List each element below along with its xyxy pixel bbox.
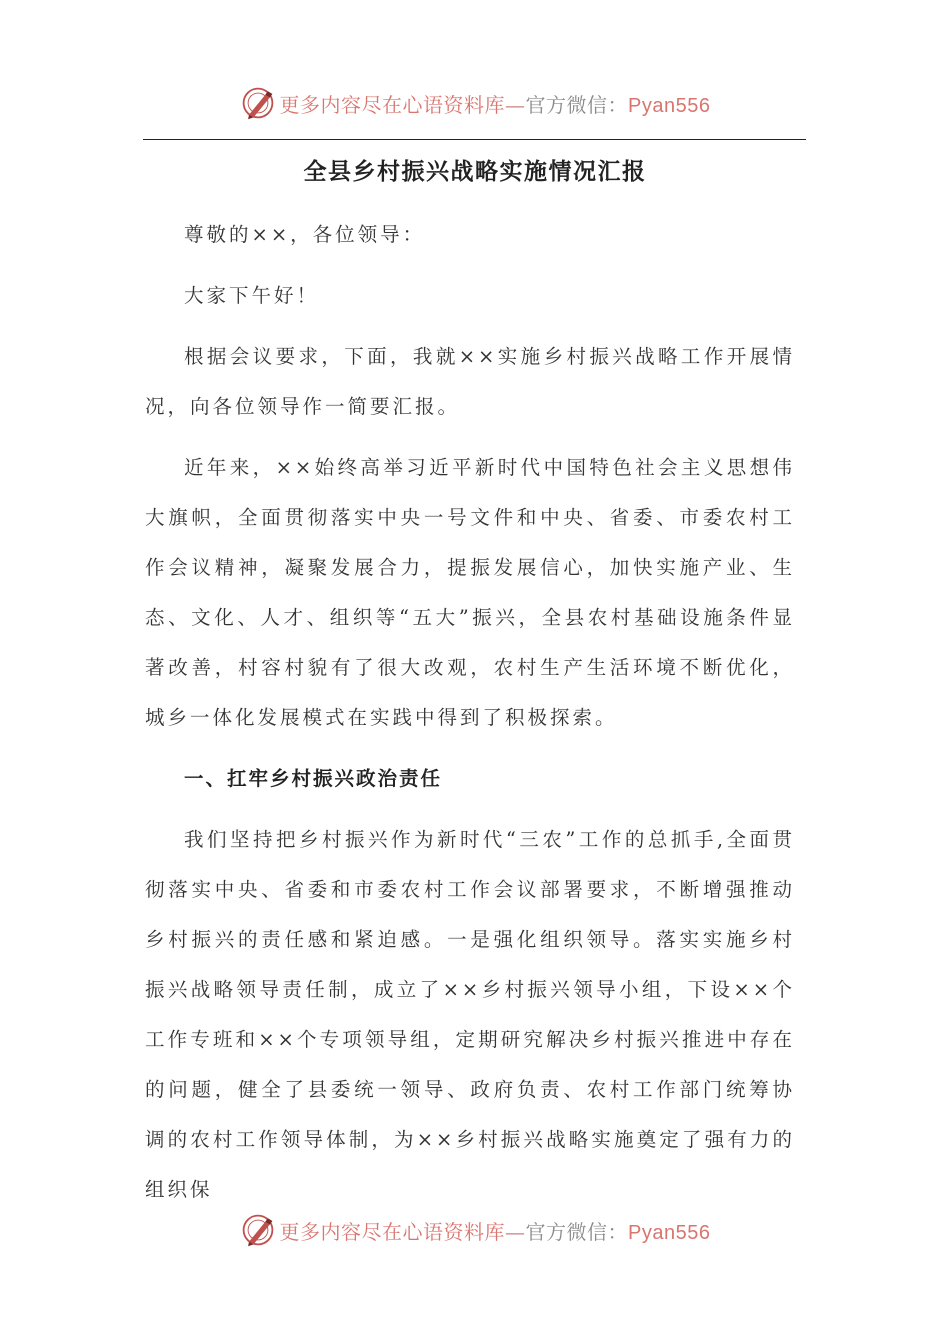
body-paragraph: 近年来，××始终高举习近平新时代中国特色社会主义思想伟大旗帜，全面贯彻落实中央一号文件和中央、省委、市委农村工作会议精神，凝聚发展合力，提振发展信心，加快实施产业、生态、文化、人才、组织等“五大”振兴，全县农村基础设施条件显著改善，村容村貌有了很大改观，农村生产生活环境不断优化，城乡一体化发展模式在实践中得到了积极探索。 [145, 456, 795, 729]
header-watermark [0, 78, 950, 128]
header-divider [143, 139, 806, 140]
watermark-wechat-label: 官方微信： [525, 1219, 629, 1244]
pen-logo-icon [240, 1212, 276, 1248]
document-body [145, 210, 795, 1226]
watermark-wechat-label: 官方微信： [525, 92, 629, 117]
watermark-site-text: 更多内容尽在心语资料库 [279, 92, 506, 117]
footer-watermark [0, 1205, 950, 1255]
watermark-dash: — [505, 1219, 526, 1244]
salutation: 尊敬的××，各位领导： [184, 223, 426, 246]
pen-logo-icon [240, 85, 276, 121]
watermark-site-text: 更多内容尽在心语资料库 [279, 1219, 506, 1244]
section-heading: 一、扛牢乡村振兴政治责任 [184, 767, 443, 790]
watermark-text [280, 1216, 711, 1245]
watermark-text [280, 89, 711, 118]
body-paragraph: 根据会议要求，下面，我就××实施乡村振兴战略工作开展情况，向各位领导作一简要汇报。 [145, 345, 795, 418]
watermark-wechat-id: Pyan556 [628, 94, 711, 117]
watermark-dash: — [505, 92, 526, 117]
body-paragraph: 我们坚持把乡村振兴作为新时代“三农”工作的总抓手,全面贯彻落实中央、省委和市委农村工作会议部署要求，不断增强推动乡村振兴的责任感和紧迫感。一是强化组织领导。落实实施乡村振兴战略领导责任制，成立了××乡村振兴领导小组，下设××个工作专班和××个专项领导组，定期研究解决乡村振兴推进中存在的问题，健全了县委统一领导、政府负责、农村工作部门统筹协调的农村工作领导体制，为××乡村振兴战略实施奠定了强有力的组织保 [145, 828, 795, 1201]
watermark-wechat-id: Pyan556 [628, 1221, 711, 1244]
greeting: 大家下午好！ [184, 284, 320, 307]
document-title: 全县乡村振兴战略实施情况汇报 [303, 159, 647, 185]
